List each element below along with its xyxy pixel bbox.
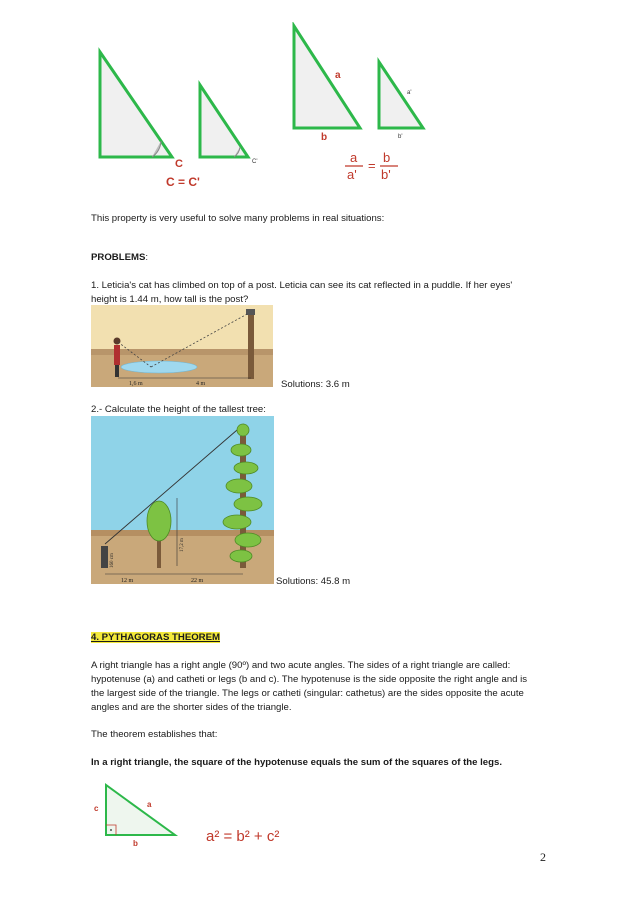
label-a: a xyxy=(335,70,341,81)
p2-tall-crown-3 xyxy=(234,462,258,474)
p1-dim-2: 4 m xyxy=(196,381,206,387)
section-title xyxy=(91,631,220,645)
angle-equation: C = C' xyxy=(166,175,200,189)
tri-label-a: a xyxy=(147,800,152,809)
problems-heading-label: PROBLEMS xyxy=(91,252,146,263)
section-title-text: 4. PYTHAGORAS THEOREM xyxy=(91,632,220,643)
p2-tall-crown-5 xyxy=(234,497,262,511)
para-1-line-1: A right triangle has a right angle (90º) and two acute angles. The sides of a right triangle are called: xyxy=(91,660,511,671)
problems-heading-colon: : xyxy=(145,252,149,263)
ratio-a-prime: a' xyxy=(347,167,357,182)
p1-post xyxy=(248,313,254,379)
pythagoras-formula: a² = b² + c² xyxy=(206,828,280,845)
problem-1-solution: Solutions: 3.6 m xyxy=(281,379,350,390)
p1-dim-1: 1,6 m xyxy=(129,381,143,387)
para-1-line-2: hypotenuse (a) and catheti or legs (b and c). The hypotenuse is the side opposite the right angle and is xyxy=(91,674,528,685)
page-number: 2 xyxy=(540,850,546,864)
tri-label-c: c xyxy=(94,804,99,813)
equal-angles-figure xyxy=(90,45,275,195)
pythagoras-triangle-figure xyxy=(90,780,190,852)
p2-tall-crown-7 xyxy=(235,533,261,547)
p2-tall-crown-6 xyxy=(223,515,251,529)
label-C: C xyxy=(175,158,183,170)
para-2: The theorem establishes that: xyxy=(91,729,218,740)
problem-1-line-2: height is 1.44 m, how tall is the post? xyxy=(91,294,249,305)
ratio-equals: = xyxy=(368,158,376,173)
right-angle-dot xyxy=(110,829,112,831)
problem-1-illustration xyxy=(91,305,273,387)
problem-1-line-1: 1. Leticia's cat has climbed on top of a post. Leticia can see its cat reflected in a puddle. If her eyes' xyxy=(91,280,513,291)
label-a-prime: a' xyxy=(407,90,412,96)
label-b-prime: b' xyxy=(398,134,403,140)
label-C-prime: C' xyxy=(252,159,258,165)
small-triangle-shape xyxy=(200,85,248,157)
problem-2-illustration xyxy=(91,416,274,584)
p1-person-body xyxy=(114,345,120,365)
p2-dim-h2: 17,2 m xyxy=(180,538,185,552)
para-1-line-3: the largest side of the triangle. The legs or catheti (singular: cathetus) are the sides opposite the acute xyxy=(91,688,524,699)
p2-dim-2: 22 m xyxy=(191,578,204,584)
tri-label-b: b xyxy=(133,839,138,848)
p2-person xyxy=(101,546,108,568)
theorem-statement: In a right triangle, the square of the hypotenuse equals the sum of the squares of the legs. xyxy=(91,757,502,768)
intro-text: This property is very useful to solve many problems in real situations: xyxy=(91,213,385,224)
problem-2-solution: Solutions: 45.8 m xyxy=(276,576,351,587)
p1-person-legs xyxy=(115,365,119,377)
big-triangle-shape xyxy=(294,26,360,128)
small-triangle-shape-2 xyxy=(379,62,423,128)
ratio-b: b xyxy=(383,150,391,165)
p2-tall-crown-4 xyxy=(226,479,252,493)
p2-small-tree-crown xyxy=(147,501,171,541)
p2-dim-1: 12 m xyxy=(121,578,134,584)
p1-person-head xyxy=(114,338,121,345)
ratio-b-prime: b' xyxy=(381,167,391,182)
problems-heading xyxy=(91,251,148,265)
p2-tall-crown-1 xyxy=(237,424,249,436)
problem-2-text: 2.- Calculate the height of the tallest tree: xyxy=(91,404,266,415)
ratio-a: a xyxy=(350,150,358,165)
p2-tall-crown-2 xyxy=(231,444,251,456)
p2-dim-h1: 160 cm xyxy=(110,553,115,568)
p2-tall-crown-8 xyxy=(230,550,252,562)
label-b: b xyxy=(321,132,328,143)
para-1-line-4: angles and are the shorter sides of the triangle. xyxy=(91,702,292,713)
proportional-sides-figure xyxy=(285,22,435,192)
